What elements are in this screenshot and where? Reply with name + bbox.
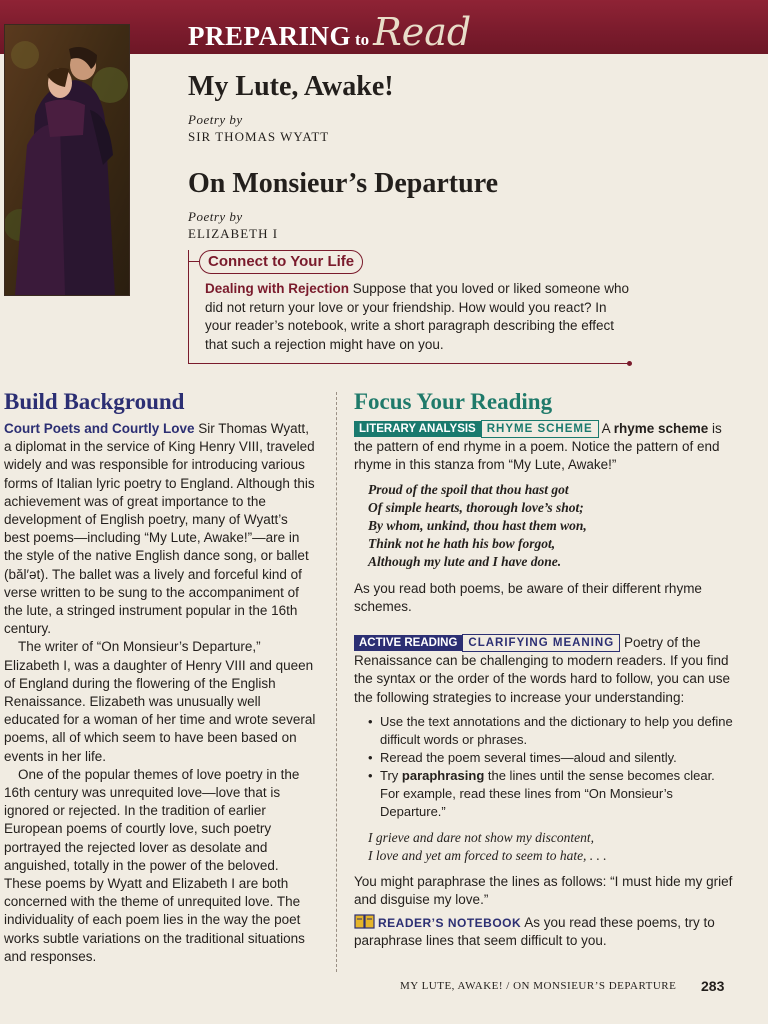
painting-illustration <box>5 25 129 295</box>
column-divider <box>336 392 337 972</box>
focus-reading-column <box>354 388 734 950</box>
connect-to-your-life-box <box>188 250 629 364</box>
banner-title <box>188 10 471 54</box>
build-background-column <box>4 388 316 966</box>
page-number: 283 <box>701 978 725 994</box>
poetry-by-2: Poetry by <box>188 209 243 224</box>
banner-title-script: Read <box>373 10 472 54</box>
bb-paragraph-3: One of the popular themes of love poetry in the 16th century was unrequited love—love that is ignored or rejected. In the tradition of earlier European poems of courtly love, such poetry portrayed the rejected lover as desolate and anguished, totally in the power of the beloved. These poems by Wyatt and Elizabeth I are both concerned with the theme of unrequited love. The individuality of each poem lies in the way the poet works subtle variations on the traditional situations and responses. <box>4 766 305 964</box>
banner-title-to: to <box>355 30 370 49</box>
after-stanza-text: As you read both poems, be aware of their different rhyme schemes. <box>354 580 702 614</box>
list-item <box>380 767 734 821</box>
stanza-line: By whom, unkind, thou hast them won, <box>368 518 587 534</box>
paraphrase-text: You might paraphrase the lines as follows: “I must hide my grief and disguise my love.” <box>354 874 733 908</box>
readers-notebook-label: READER’S NOTEBOOK <box>378 915 522 930</box>
poem-title-1: My Lute, Awake! <box>188 71 394 102</box>
bb-paragraph-1 <box>4 420 316 638</box>
stanza-excerpt <box>368 481 734 572</box>
bb-paragraph-2: The writer of “On Monsieur’s Departure,” Elizabeth I, was a daughter of Henry VIII and queen of England during the flowering of the English Renaissance. Elizabeth was unusually well educated for a woman of her time and wrote several poems, all of which seem to have been based on events in her life. <box>4 639 316 764</box>
bullet3-pre: Try <box>380 767 402 783</box>
lit-a: A <box>598 421 614 436</box>
active-reading-text: Poetry of the Renaissance can be challenging to modern readers. If you find the syntax or the order of the words hard to follow, you can use the following strategies to increase your understanding: <box>354 635 730 705</box>
build-background-heading: Build Background <box>4 389 185 414</box>
notebook-icon <box>354 914 376 929</box>
stanza-line: Of simple hearts, thorough love’s shot; <box>368 499 584 515</box>
bullet3-post: the lines until the sense becomes clear. For example, read these lines from “On Monsieur’s Departure.” <box>380 767 715 819</box>
quote-line: I grieve and dare not show my discontent, <box>368 829 594 845</box>
stanza-line: Think not he hath his bow forgot, <box>368 536 556 552</box>
connect-end-dot <box>627 361 632 366</box>
connect-lead: Dealing with Rejection <box>205 281 350 296</box>
running-head: MY LUTE, AWAKE! / ON MONSIEUR’S DEPARTURE <box>400 980 677 992</box>
rhyme-scheme-tag: RHYME SCHEME <box>481 420 599 438</box>
focus-reading-heading: Focus Your Reading <box>354 389 553 414</box>
bb-p1-text: Sir Thomas Wyatt, a diplomat in the service of King Henry VIII, traveled widely and was responsible for introducing various forms of Italian lyric poetry to England. Although this achievement was of great importance to the development of English poetry, many of Wyatt’s best poems—including “My Lute, Awake!”—are in the style of the native English dance song, or ballet (băl′ət). The ballet was a lively and forceful kind of verse written to be sung to the accompaniment of the lute, a stringed instrument popular in the 16th century. <box>4 421 315 637</box>
readers-notebook-text: As you read these poems, try to paraphrase lines that seem difficult to you. <box>354 914 715 948</box>
paraphrasing-term: paraphrasing <box>401 767 485 783</box>
author-2: ELIZABETH I <box>188 226 279 241</box>
stanza-line: Although my lute and I have done. <box>368 554 562 570</box>
author-1: SIR THOMAS WYATT <box>188 129 330 144</box>
lit-text: is the pattern of end rhyme in a poem. Notice the pattern of end rhyme in this stanza from “My Lute, Awake!” <box>354 421 722 473</box>
stanza-line: Proud of the spoil that thou hast got <box>368 481 569 497</box>
poem-title-2: On Monsieur’s Departure <box>188 168 499 199</box>
banner-title-main: PREPARING <box>188 21 351 51</box>
connect-label: Connect to Your Life <box>199 250 363 274</box>
list-item: • Reread the poem several times—aloud and silently. <box>380 749 734 767</box>
connect-rule <box>189 261 199 262</box>
bb-lead: Court Poets and Courtly Love <box>4 421 195 436</box>
quote-excerpt <box>368 829 734 865</box>
connect-text <box>205 280 629 354</box>
strategy-list <box>354 713 734 821</box>
active-reading-paragraph <box>354 634 734 707</box>
literary-analysis-paragraph <box>354 420 734 475</box>
connect-body-text: Suppose that you loved or liked someone who did not return your love or your friendship. How would you react? In your reader’s notebook, write a short paragraph describing the effect that such a rejection might have on you. <box>205 281 629 352</box>
poem-titles <box>188 70 748 242</box>
clarifying-meaning-tag: CLARIFYING MEANING <box>462 634 620 652</box>
rhyme-scheme-term: rhyme scheme <box>613 421 709 436</box>
active-reading-tag: ACTIVE READING <box>354 635 462 651</box>
list-item: • Use the text annotations and the dictionary to help you define difficult words or phrases. <box>380 713 734 749</box>
quote-line: I love and yet am forced to seem to hate, . . . <box>368 848 607 864</box>
readers-notebook-paragraph <box>354 914 734 950</box>
poetry-by-1: Poetry by <box>188 112 243 127</box>
painting-image <box>4 24 130 296</box>
literary-analysis-tag: LITERARY ANALYSIS <box>354 421 481 437</box>
